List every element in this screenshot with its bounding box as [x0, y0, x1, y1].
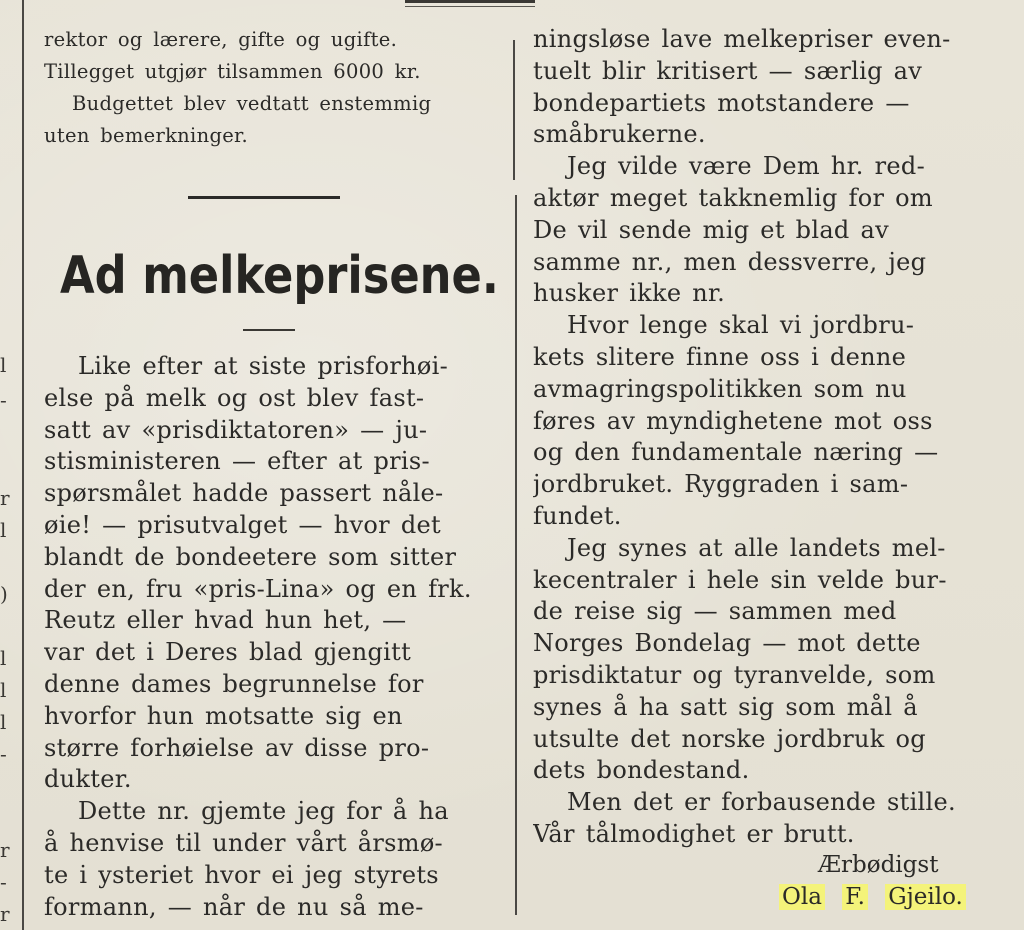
right-column-body	[533, 24, 988, 851]
text-line: øie! — prisutvalget — hvor det	[44, 510, 441, 539]
column-separator-upper	[513, 40, 515, 180]
text-line: dukter.	[44, 765, 132, 794]
text-line: samme nr., men dessverre, jeg	[533, 247, 927, 276]
text-line: uten bemerkninger.	[44, 124, 249, 147]
signature	[779, 884, 966, 910]
text-line: Budgettet blev vedtatt enstemmig	[72, 92, 432, 115]
text-line: Hvor lenge skal vi jordbru-	[567, 311, 915, 340]
edge-fragment: r	[0, 902, 10, 926]
text-line: prisdiktatur og tyranvelde, som	[533, 660, 936, 689]
text-line: dets bondestand.	[533, 756, 750, 785]
text-line: føres av myndighetene mot oss	[533, 406, 933, 435]
top-rule	[405, 0, 535, 3]
text-line: der en, fru «pris-Lina» og en frk.	[44, 574, 472, 603]
text-line: Dette nr. gjemte jeg for å ha	[78, 797, 449, 826]
text-line: blandt de bondeetere som sitter	[44, 542, 457, 571]
edge-fragment: r	[0, 838, 10, 862]
text-line: jordbruket. Ryggraden i sam-	[533, 470, 909, 499]
text-line: satt av «prisdiktatoren» — ju-	[44, 415, 428, 444]
left-column-body	[44, 351, 499, 923]
text-line: synes å ha satt sig som mål å	[533, 692, 918, 721]
text-line: hvorfor hun motsatte sig en	[44, 701, 403, 730]
text-line: rektor og lærere, gifte og ugifte.	[44, 28, 398, 51]
text-line: tuelt blir kritisert — særlig av	[533, 56, 923, 85]
edge-fragment: -	[0, 742, 7, 766]
edge-fragment: l	[0, 710, 7, 734]
edge-fragment: l	[0, 646, 7, 670]
text-line: Like efter at siste prisforhøi-	[78, 352, 449, 380]
text-line: stisministeren — efter at pris-	[44, 447, 430, 476]
text-line: else på melk og ost blev fast-	[44, 383, 425, 412]
text-line: kets slitere finne oss i denne	[533, 342, 907, 371]
text-line: Reutz eller hvad hun het, —	[44, 606, 407, 635]
text-line: husker ikke nr.	[533, 279, 726, 308]
text-line: større forhøielse av disse pro-	[44, 733, 430, 762]
text-line: spørsmålet hadde passert nåle-	[44, 479, 444, 508]
text-line: Jeg vilde være Dem hr. red-	[567, 152, 925, 181]
left-column-border	[22, 0, 24, 930]
text-line: og den fundamentale næring —	[533, 438, 939, 467]
text-line: kecentraler i hele sin velde bur-	[533, 565, 947, 594]
text-line: småbrukerne.	[533, 120, 706, 149]
text-line: De vil sende mig et blad av	[533, 215, 889, 244]
text-line: utsulte det norske jordbruk og	[533, 724, 926, 753]
edge-fragment: )	[0, 582, 8, 606]
text-line: Men det er forbausende stille.	[567, 788, 956, 817]
text-line: denne dames begrunnelse for	[44, 669, 424, 698]
signature-first-name: Ola	[779, 884, 825, 910]
signature-initial: F.	[842, 884, 868, 910]
sign-off: Ærbødigst	[818, 852, 939, 878]
edge-fragment: l	[0, 353, 7, 377]
text-line: Tillegget utgjør tilsammen 6000 kr.	[44, 60, 421, 83]
top-rule-thin	[405, 6, 535, 7]
intro-paragraph	[44, 24, 499, 152]
edge-fragment: l	[0, 518, 7, 542]
column-separator-lower	[515, 195, 517, 915]
text-line: formann, — når de nu så me-	[44, 892, 424, 921]
text-line: bondepartiets motstandere —	[533, 88, 910, 117]
text-line: avmagringspolitikken som nu	[533, 374, 907, 403]
text-line: å henvise til under vårt årsmø-	[44, 828, 443, 857]
text-line: Norges Bondelag — mot dette	[533, 629, 921, 658]
section-divider	[188, 196, 340, 199]
edge-fragment: -	[0, 388, 7, 412]
text-line: Vår tålmodighet er brutt.	[533, 819, 855, 848]
signature-surname: Gjeilo.	[885, 884, 966, 910]
text-line: aktør meget takknemlig for om	[533, 183, 933, 212]
edge-fragment: l	[0, 678, 7, 702]
headline: Ad melkeprisene.	[60, 246, 499, 306]
text-line: ningsløse lave melkepriser even-	[533, 25, 951, 53]
headline-dash	[243, 329, 295, 331]
edge-fragment: -	[0, 870, 7, 894]
text-line: fundet.	[533, 501, 622, 530]
text-line: de reise sig — sammen med	[533, 597, 897, 626]
text-line: te i ysteriet hvor ei jeg styrets	[44, 860, 439, 889]
text-line: var det i Deres blad gjengitt	[44, 638, 412, 667]
text-line: Jeg synes at alle landets mel-	[567, 533, 946, 562]
edge-fragment: r	[0, 486, 10, 510]
